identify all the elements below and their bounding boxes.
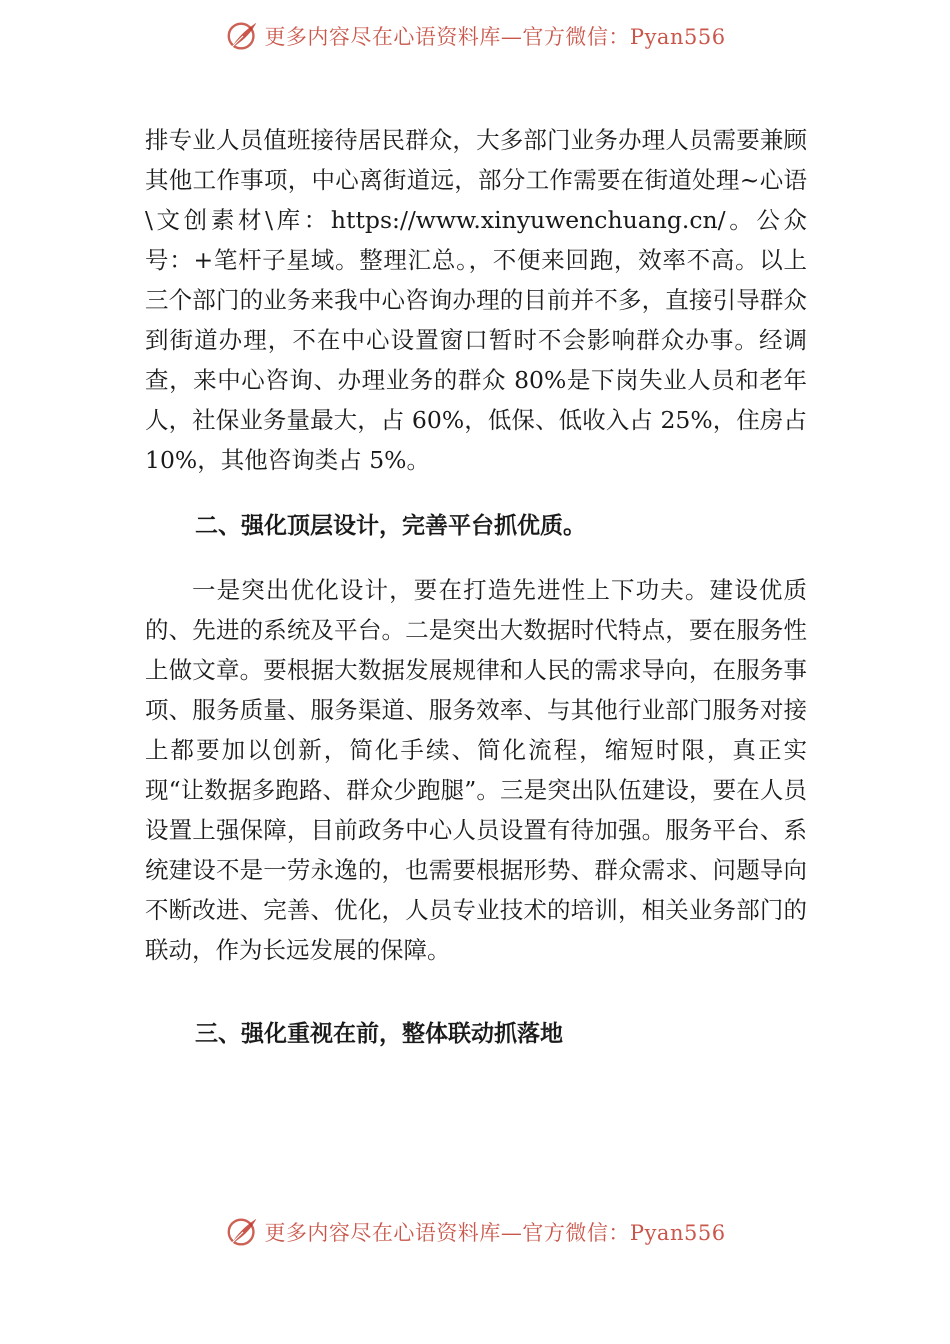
paragraph: 一是突出优化设计，要在打造先进性上下功夫。建设优质的、先进的系统及平台。二是突出大数据时代特点，要在服务性上做文章。要根据大数据发展规律和人民的需求导向，在服务事项、服务质量、服务渠道、服务效率、与其他行业部门服务对接上都要加以创新，简化手续、简化流程，缩短时限，真正实现“让数据多跑路、群众少跑腿”。三是突出队伍建设，要在人员设置上强保障，目前政务中心人员设置有待加强。服务平台、系统建设不是一劳永逸的，也需要根据形势、群众需求、问题导向不断改进、完善、优化，人员专业技术的培训，相关业务部门的联动，作为长远发展的保障。 — [145, 576, 807, 964]
section-heading: 二、强化顶层设计，完善平台抓优质。 — [195, 513, 586, 539]
section-heading: 三、强化重视在前，整体联动抓落地 — [195, 1021, 563, 1047]
banner-text: 更多内容尽在心语资料库—官方微信：Pyan556 — [264, 1221, 726, 1245]
banner-text: 更多内容尽在心语资料库—官方微信：Pyan556 — [264, 25, 726, 49]
footer-watermark-banner — [0, 1212, 950, 1252]
feather-pen-logo-icon — [224, 1213, 262, 1251]
paragraph: 排专业人员值班接待居民群众，大多部门业务办理人员需要兼顾其他工作事项，中心离街道远，部分工作需要在街道处理~心语\文创素材\库：https://www.xinyuwenchuang.cn/。公众号：+笔杆子星域。整理汇总。，不便来回跑，效率不高。以上三个部门的业务来我中心咨询办理的目前并不多，直接引导群众到街道办理，不在中心设置窗口暂时不会影响群众办事。经调查，来中心咨询、办理业务的群众 80%是下岗失业人员和老年人，社保业务量最大，占 60%，低保、低收入占 25%，住房占 10%，其他咨询类占 5%。 — [145, 126, 807, 474]
document-body — [145, 120, 807, 1054]
feather-pen-logo-icon — [224, 17, 262, 55]
header-watermark-banner — [0, 16, 950, 56]
